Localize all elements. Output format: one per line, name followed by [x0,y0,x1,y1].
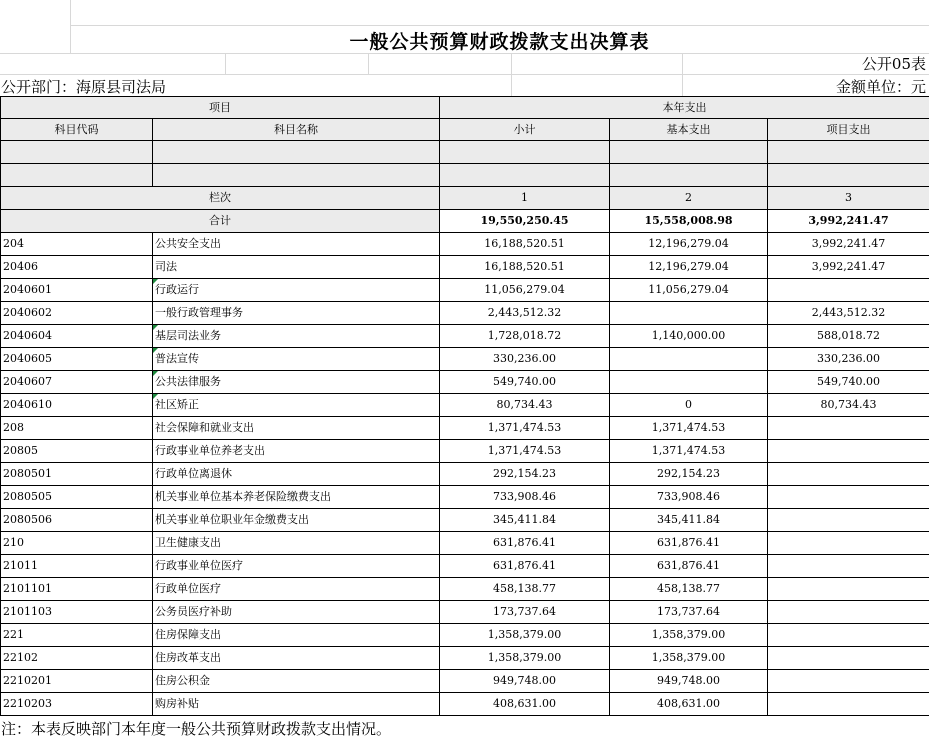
table-row [1,578,929,601]
project-expense-cell: 588,018.72 [768,325,929,348]
basic-expense-cell: 1,371,474.53 [610,440,768,463]
subject-code-cell: 2040601 [1,279,153,302]
header-project: 项目 [1,97,440,119]
table-row [1,348,929,371]
budget-table [0,96,929,716]
subject-name-cell: 公共法律服务 [153,371,440,394]
subject-code-cell: 20805 [1,440,153,463]
basic-expense-cell: 1,140,000.00 [610,325,768,348]
table-row [1,693,929,716]
header-code: 科目代码 [1,119,153,141]
subject-code-cell: 2101101 [1,578,153,601]
project-expense-cell [768,279,929,302]
basic-expense-cell: 1,371,474.53 [610,417,768,440]
total-row [1,210,929,233]
subject-code-cell: 221 [1,624,153,647]
project-expense-cell [768,555,929,578]
subject-name-cell: 购房补贴 [153,693,440,716]
department-label: 公开部门：海原县司法局 [1,78,167,96]
project-expense-cell [768,440,929,463]
subject-code-cell: 2040604 [1,325,153,348]
project-expense-cell [768,532,929,555]
subject-code-cell: 2080501 [1,463,153,486]
subject-code-cell: 2210203 [1,693,153,716]
subject-code-cell: 2080505 [1,486,153,509]
subtotal-cell: 80,734.43 [440,394,610,417]
project-expense-cell [768,417,929,440]
header-blank-row [1,141,929,164]
page-title: 一般公共预算财政拨款支出决算表 [349,31,650,53]
subject-name-cell: 基层司法业务 [153,325,440,348]
col-index-3: 3 [768,187,929,210]
table-row [1,417,929,440]
subject-code-cell: 22102 [1,647,153,670]
table-row [1,325,929,348]
table-row [1,624,929,647]
project-expense-cell [768,601,929,624]
subject-name-cell: 一般行政管理事务 [153,302,440,325]
cell-note-marker-icon [153,325,158,330]
subtotal-cell: 1,371,474.53 [440,417,610,440]
table-row [1,371,929,394]
project-expense-cell [768,486,929,509]
header-name: 科目名称 [153,119,440,141]
basic-expense-cell [610,348,768,371]
cell-note-marker-icon [153,348,158,353]
subject-name-cell: 公务员医疗补助 [153,601,440,624]
lanci-label: 栏次 [1,187,440,210]
project-expense-cell: 80,734.43 [768,394,929,417]
subject-code-cell: 2040610 [1,394,153,417]
table-row [1,279,929,302]
header-row-2 [1,119,929,141]
table-row [1,509,929,532]
col-index-1: 1 [440,187,610,210]
project-expense-cell: 2,443,512.32 [768,302,929,325]
basic-expense-cell: 173,737.64 [610,601,768,624]
total-subtotal: 19,550,250.45 [440,210,610,233]
subject-code-cell: 2210201 [1,670,153,693]
project-expense-cell: 330,236.00 [768,348,929,371]
subject-name-cell: 机关事业单位职业年金缴费支出 [153,509,440,532]
subtotal-cell: 16,188,520.51 [440,256,610,279]
subject-code-cell: 2040602 [1,302,153,325]
basic-expense-cell: 292,154.23 [610,463,768,486]
subtotal-cell: 631,876.41 [440,532,610,555]
subject-name-cell: 机关事业单位基本养老保险缴费支出 [153,486,440,509]
subject-code-cell: 210 [1,532,153,555]
subject-name-cell: 司法 [153,256,440,279]
subject-name-cell: 公共安全支出 [153,233,440,256]
header-item: 项目支出 [768,119,929,141]
basic-expense-cell: 1,358,379.00 [610,624,768,647]
subject-name-cell: 卫生健康支出 [153,532,440,555]
table-row [1,555,929,578]
project-expense-cell [768,624,929,647]
subtotal-cell: 292,154.23 [440,463,610,486]
subject-code-cell: 2080506 [1,509,153,532]
subject-name-cell: 住房保障支出 [153,624,440,647]
subtotal-cell: 1,728,018.72 [440,325,610,348]
table-row [1,302,929,325]
currency-unit-label: 金额单位：元 [835,78,926,96]
project-expense-cell [768,463,929,486]
basic-expense-cell: 733,908.46 [610,486,768,509]
table-row [1,394,929,417]
table-row [1,532,929,555]
subject-name-cell: 行政单位离退休 [153,463,440,486]
project-expense-cell [768,578,929,601]
project-expense-cell: 3,992,241.47 [768,233,929,256]
subtotal-cell: 1,358,379.00 [440,647,610,670]
header-basic: 基本支出 [610,119,768,141]
subtotal-cell: 549,740.00 [440,371,610,394]
header-subtotal: 小计 [440,119,610,141]
subtotal-cell: 408,631.00 [440,693,610,716]
subtotal-cell: 949,748.00 [440,670,610,693]
subtotal-cell: 631,876.41 [440,555,610,578]
cell-note-marker-icon [153,394,158,399]
table-row [1,256,929,279]
subtotal-cell: 16,188,520.51 [440,233,610,256]
subject-name-cell: 行政单位医疗 [153,578,440,601]
basic-expense-cell: 1,358,379.00 [610,647,768,670]
total-label: 合计 [1,210,440,233]
subject-name-cell: 住房公积金 [153,670,440,693]
subject-code-cell: 208 [1,417,153,440]
basic-expense-cell: 345,411.84 [610,509,768,532]
subtotal-cell: 458,138.77 [440,578,610,601]
table-row [1,463,929,486]
subtotal-cell: 345,411.84 [440,509,610,532]
subtotal-cell: 330,236.00 [440,348,610,371]
table-row [1,601,929,624]
basic-expense-cell: 12,196,279.04 [610,256,768,279]
table-row [1,670,929,693]
basic-expense-cell: 0 [610,394,768,417]
project-expense-cell [768,693,929,716]
subtotal-cell: 733,908.46 [440,486,610,509]
basic-expense-cell: 458,138.77 [610,578,768,601]
column-index-row [1,187,929,210]
basic-expense-cell: 949,748.00 [610,670,768,693]
subject-name-cell: 行政事业单位养老支出 [153,440,440,463]
subject-name-cell: 住房改革支出 [153,647,440,670]
header-current-year: 本年支出 [440,97,929,119]
subject-name-cell: 社区矫正 [153,394,440,417]
subject-code-cell: 2040607 [1,371,153,394]
table-row [1,647,929,670]
project-expense-cell: 549,740.00 [768,371,929,394]
basic-expense-cell: 11,056,279.04 [610,279,768,302]
header-row-1 [1,97,929,119]
basic-expense-cell: 631,876.41 [610,532,768,555]
project-expense-cell [768,647,929,670]
total-basic: 15,558,008.98 [610,210,768,233]
subject-code-cell: 20406 [1,256,153,279]
subject-name-cell: 普法宣传 [153,348,440,371]
basic-expense-cell [610,371,768,394]
cell-note-marker-icon [153,371,158,376]
cell-note-marker-icon [153,279,158,284]
basic-expense-cell [610,302,768,325]
subtotal-cell: 1,371,474.53 [440,440,610,463]
table-row [1,440,929,463]
form-number: 公开05表 [861,55,926,73]
table-row [1,486,929,509]
subtotal-cell: 2,443,512.32 [440,302,610,325]
col-index-2: 2 [610,187,768,210]
table-row [1,233,929,256]
subject-name-cell: 行政运行 [153,279,440,302]
subtotal-cell: 173,737.64 [440,601,610,624]
total-item: 3,992,241.47 [768,210,929,233]
project-expense-cell [768,509,929,532]
subtotal-cell: 11,056,279.04 [440,279,610,302]
project-expense-cell [768,670,929,693]
basic-expense-cell: 12,196,279.04 [610,233,768,256]
subject-code-cell: 204 [1,233,153,256]
subtotal-cell: 1,358,379.00 [440,624,610,647]
header-blank-row [1,164,929,187]
subject-code-cell: 21011 [1,555,153,578]
project-expense-cell: 3,992,241.47 [768,256,929,279]
subject-name-cell: 行政事业单位医疗 [153,555,440,578]
subject-code-cell: 2040605 [1,348,153,371]
footnote: 注：本表反映部门本年度一般公共预算财政拨款支出情况。 [1,720,392,738]
subject-name-cell: 社会保障和就业支出 [153,417,440,440]
basic-expense-cell: 408,631.00 [610,693,768,716]
subject-code-cell: 2101103 [1,601,153,624]
basic-expense-cell: 631,876.41 [610,555,768,578]
